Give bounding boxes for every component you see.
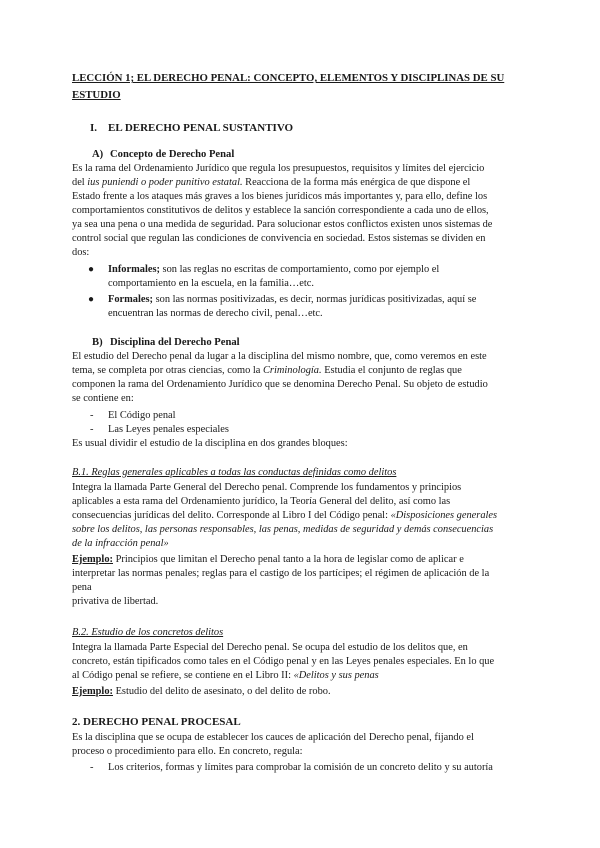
italic-quote: «Disposiciones generales [390,510,498,521]
italic-term: ius puniendi o poder punitivo estatal. [87,177,243,188]
subsection-b-heading: Disciplina del Derecho Penal [110,337,240,348]
bullet-item: Formales; son las normas positivizadas, es decir, normas jurídicas positivizadas, aquí se [108,294,477,305]
bullet-item: Informales; son las reglas no escritas de comportamiento, como por ejemplo el [108,264,440,275]
bullet-item-cont: encuentran las normas de derecho civil, penal…etc. [108,308,323,319]
paragraph-line: interpretar las normas penales; reglas para el castigo de los partícipes; el régimen de aplicación de la [72,568,490,579]
paragraph-line: proceso o procedimiento para ello. En concreto, regula: [72,746,303,757]
subsection-b2-heading: B.2. Estudio de los concretos delitos [72,627,224,638]
paragraph-line: aplicables a esta rama del Ordenamiento jurídico, la Teoría General del delito, así como las [72,496,451,507]
italic-quote-line: sobre los delitos, las personas responsables, las penas, medidas de seguridad y demás consecuencias [72,524,494,535]
dash-marker: - [90,424,94,435]
example-label: Ejemplo: [72,554,113,565]
bullet-icon: ● [88,294,95,305]
dash-item: El Código penal [108,410,176,421]
italic-quote: «Delitos y sus penas [293,670,379,681]
bullet-item-cont: comportamiento en la escuela, en la familia…etc. [108,278,314,289]
paragraph-line: Es la disciplina que se ocupa de establecer los cauces de aplicación del Derecho penal, fijando el [72,732,474,743]
section-1-number: I. [90,122,98,134]
section-2-heading: 2. DERECHO PENAL PROCESAL [72,716,241,728]
dash-item: Los criterios, formas y límites para comprobar la comisión de un concreto delito y su autoría [108,762,493,773]
paragraph-line: del ius puniendi o poder punitivo estatal. Reacciona de la forma más enérgica de que dispone el [72,177,471,188]
paragraph-line: privativa de libertad. [72,596,159,607]
section-1-heading: EL DERECHO PENAL SUSTANTIVO [108,122,294,134]
bullet-term: Informales; [108,264,160,275]
paragraph-line: ya sea una pena o una medida de seguridad. Para solucionar estos conflictos existen unos sistemas de [72,219,493,230]
paragraph-line: dos: [72,247,90,258]
paragraph-line: Integra la llamada Parte Especial del Derecho penal. Se ocupa del estudio de los delitos que, en [72,642,468,653]
paragraph-line: comportamientos constitutivos de delitos y establece la sanción correspondiente a cada uno de ellos, [72,205,489,216]
dash-marker: - [90,762,94,773]
dash-marker: - [90,410,94,421]
paragraph-line: Estado frente a los ataques más graves a los bienes jurídicos más importantes y, para ello, define los [72,191,488,202]
paragraph-line: El estudio del Derecho penal da lugar a la disciplina del mismo nombre, que, como veremos en este [72,351,487,362]
paragraph-line: tema, se completa por otras ciencias, como la Criminología. Estudia el conjunto de reglas que [72,365,462,376]
paragraph-line: Integra la llamada Parte General del Derecho penal. Comprende los fundamentos y principios [72,482,462,493]
paragraph-line: consecuencias jurídicas del delito. Corresponde al Libro I del Código penal: «Disposiciones generales [72,510,498,521]
subsection-b-label: B) [92,337,103,348]
paragraph-line: Es usual dividir el estudio de la disciplina en dos grandes bloques: [72,438,348,449]
example-line: Ejemplo: Principios que limitan el Derecho penal tanto a la hora de legislar como de aplicar e [72,554,464,565]
subsection-b1-heading: B.1. Reglas generales aplicables a todas las conductas definidas como delitos [72,467,397,478]
italic-term: Criminología. [263,365,322,376]
paragraph-line: se contiene en: [72,393,134,404]
bullet-icon: ● [88,264,95,275]
dash-item: Las Leyes penales especiales [108,424,229,435]
lesson-title: LECCIÓN 1; EL DERECHO PENAL: CONCEPTO, ELEMENTOS Y DISCIPLINAS DE SU ESTUDIO [72,72,505,101]
paragraph-line: Es la rama del Ordenamiento Jurídico que regula los presupuestos, requisitos y límites del ejercicio [72,163,485,174]
paragraph-line: componen la rama del Ordenamiento Jurídico que se denomina Derecho Penal. Su objeto de estudio [72,379,488,390]
subsection-a-heading: Concepto de Derecho Penal [110,149,235,160]
paragraph-line: concreto, están tipificados como tales en el Código penal y en las Leyes penales especiales. En lo que [72,656,495,667]
paragraph-line: pena [72,582,92,593]
bullet-term: Formales; [108,294,154,305]
paragraph-line: al Código penal se refiere, se contiene en el Libro II: «Delitos y sus penas [72,670,379,681]
italic-quote-line: de la infracción penal» [72,538,169,549]
subsection-a-label: A) [92,149,104,160]
paragraph-line: control social que regulan las condiciones de convivencia en sociedad. Estos sistemas se dividen en [72,233,486,244]
example-label: Ejemplo: [72,686,113,697]
example-line: Ejemplo: Estudio del delito de asesinato, o del delito de robo. [72,686,331,697]
